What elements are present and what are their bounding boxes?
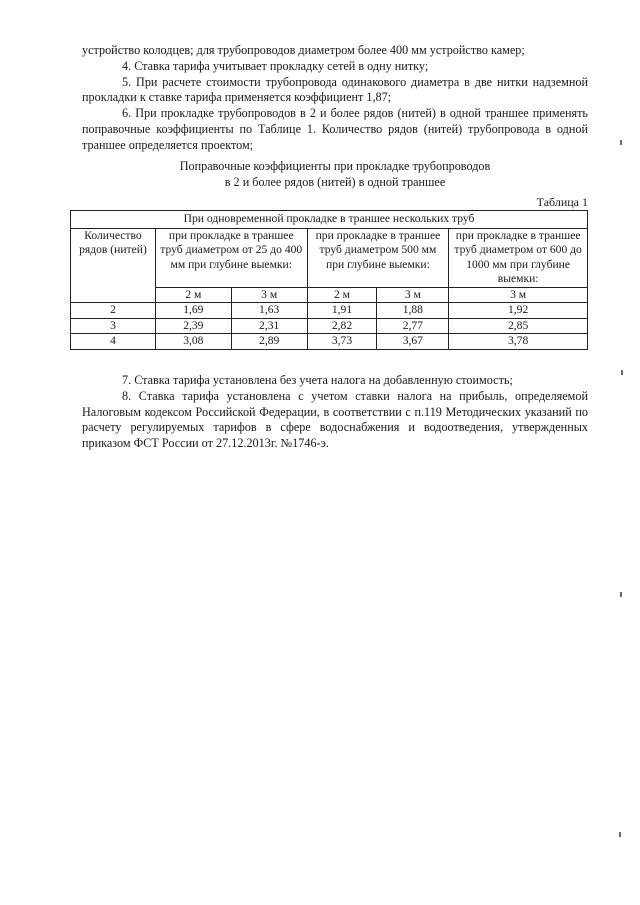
paragraph-6: 6. При прокладке трубопроводов в 2 и более рядов (нитей) в одной траншее применять поправочные коэффициенты по Таблице 1. Количество рядов (нитей) трубопровода в одной траншее определяется проектом; <box>82 106 588 152</box>
group-header-500: при прокладке в траншее труб диаметром 500 мм при глубине выемки: <box>307 228 449 287</box>
table-cell: 3,08 <box>155 334 231 350</box>
paragraph-7: 7. Ставка тарифа установлена без учета налога на добавленную стоимость; <box>122 373 513 387</box>
depth-header: 3 м <box>449 287 588 303</box>
table-cell: 1,69 <box>155 303 231 319</box>
paragraph-continuation: устройство колодцев; для трубопроводов диаметром более 400 мм устройство камер; <box>82 43 525 57</box>
table-cell: 3 <box>71 318 156 334</box>
table-row <box>71 303 588 319</box>
table-caption-line-1: Поправочные коэффициенты при прокладке трубопроводов <box>179 159 491 173</box>
table-number-label: Таблица 1 <box>536 195 588 209</box>
table-header-row-2 <box>71 228 588 287</box>
paragraph-5: 5. При расчете стоимости трубопровода одинакового диаметра в две нитки надземной прокладки к ставке тарифа применяется коэффициент 1,87; <box>82 74 588 105</box>
table-cell: 2,77 <box>377 318 449 334</box>
table-caption-line-2: в 2 и более рядов (нитей) в одной траншее <box>224 175 446 189</box>
table-caption <box>82 158 588 190</box>
table-cell: 1,63 <box>231 303 307 319</box>
depth-header: 2 м <box>307 287 377 303</box>
scan-margin-mark <box>620 140 622 145</box>
table-header-row-1 <box>71 211 588 229</box>
table-cell: 2,82 <box>307 318 377 334</box>
table-cell: 4 <box>71 334 156 350</box>
scan-margin-mark <box>620 592 622 597</box>
table-cell: 1,88 <box>377 303 449 319</box>
bottom-text-block <box>82 373 588 452</box>
table-cell: 2,39 <box>155 318 231 334</box>
depth-header: 3 м <box>231 287 307 303</box>
top-text-block <box>82 43 588 154</box>
table-cell: 2,85 <box>449 318 588 334</box>
table-row <box>71 334 588 350</box>
table-cell: 2 <box>71 303 156 319</box>
coefficients-table <box>70 210 588 350</box>
group-header-600-1000: при прокладке в траншее труб диаметром от 600 до 1000 мм при глубине выемки: <box>449 228 588 287</box>
group-header-25-400: при прокладке в траншее труб диаметром от 25 до 400 мм при глубине выемки: <box>155 228 307 287</box>
table-row <box>71 318 588 334</box>
rows-count-header: Количество рядов (нитей) <box>71 228 156 303</box>
depth-header: 2 м <box>155 287 231 303</box>
scan-margin-mark <box>621 370 623 375</box>
paragraph-8: 8. Ставка тарифа установлена с учетом ставки налога на прибыль, определяемой Налоговым кодексом Российской Федерации, в соответствии с п.119 Методических указаний по расчету регулируемых тарифов в сфере водоснабжения и водоотведения, утвержденных приказом ФСТ России от 27.12.2013г. №1746-э. <box>82 388 588 451</box>
paragraph-4: 4. Ставка тарифа учитывает прокладку сетей в одну нитку; <box>122 58 429 73</box>
table-cell: 2,31 <box>231 318 307 334</box>
table-cell: 3,73 <box>307 334 377 350</box>
table-header-wide: При одновременной прокладке в траншее нескольких труб <box>71 211 588 229</box>
table-cell: 3,78 <box>449 334 588 350</box>
table-cell: 2,89 <box>231 334 307 350</box>
depth-header: 3 м <box>377 287 449 303</box>
scan-margin-mark <box>619 832 621 837</box>
table-cell: 1,92 <box>449 303 588 319</box>
table-cell: 3,67 <box>377 334 449 350</box>
table-cell: 1,91 <box>307 303 377 319</box>
